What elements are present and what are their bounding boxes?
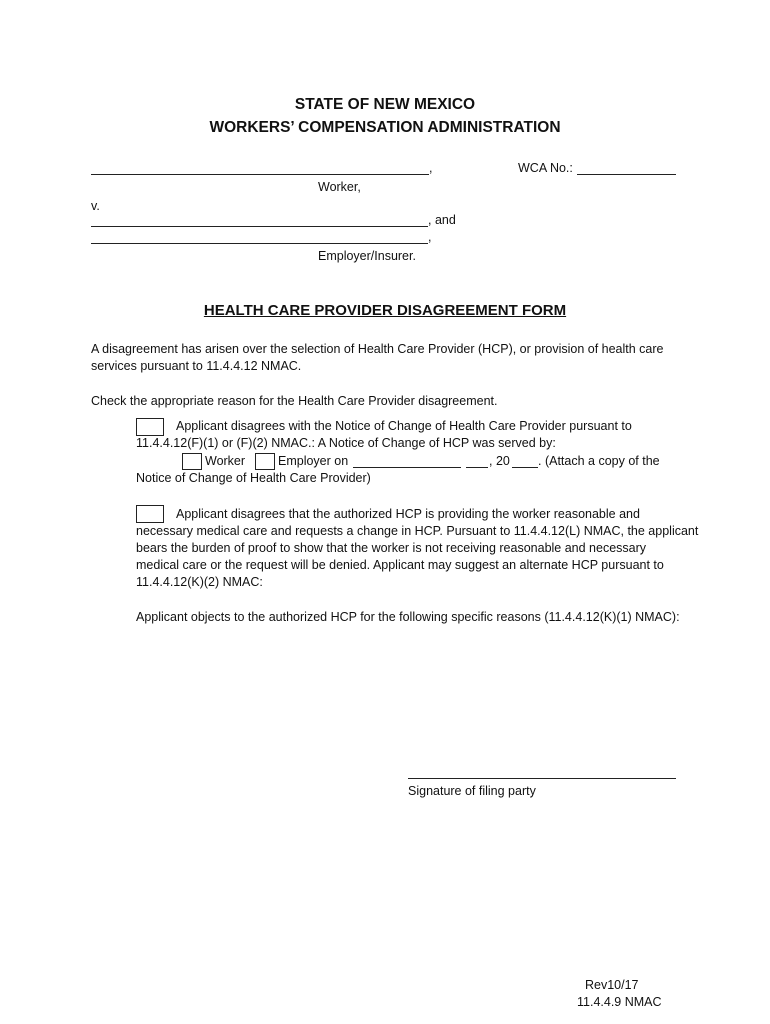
option-1-line-4: Notice of Change of Health Care Provider) [136, 471, 371, 485]
option-1-line-2: 11.4.4.12(F)(1) or (F)(2) NMAC.: A Notice of Change of HCP was served by: [136, 436, 556, 450]
signature-label: Signature of filing party [408, 784, 536, 798]
year-prefix: , 20 [489, 454, 510, 468]
served-by-employer-checkbox[interactable] [255, 453, 275, 470]
worker-label: Worker, [318, 180, 361, 194]
served-by-worker-label: Worker [205, 454, 246, 468]
intro-line-1: A disagreement has arisen over the selection of Health Care Provider (HCP), or provision of health care [91, 342, 664, 356]
option-2-line-5: 11.4.4.12(K)(2) NMAC: [136, 575, 263, 589]
signature-line[interactable] [408, 778, 676, 779]
served-year-line[interactable] [512, 467, 538, 468]
state-heading: STATE OF NEW MEXICO [294, 96, 476, 113]
option-1-checkbox[interactable] [136, 418, 164, 436]
option-1-line-1: Applicant disagrees with the Notice of Change of Health Care Provider pursuant to [176, 419, 632, 433]
agency-heading: WORKERS’ COMPENSATION ADMINISTRATION [209, 119, 561, 136]
option-2-line-2: necessary medical care and requests a change in HCP. Pursuant to 11.4.4.12(L) NMAC, the applicant [136, 524, 699, 538]
form-title: HEALTH CARE PROVIDER DISAGREEMENT FORM [203, 302, 567, 319]
worker-comma: , [429, 161, 433, 175]
worker-name-line[interactable] [91, 174, 429, 175]
employer-insurer-label: Employer/Insurer. [318, 249, 416, 263]
intro-line-2: services pursuant to 11.4.4.12 NMAC. [91, 359, 302, 373]
attach-copy-text: . (Attach a copy of the [538, 454, 660, 468]
wca-number-line[interactable] [577, 174, 676, 175]
employer-comma: , [428, 230, 432, 244]
option-2-checkbox[interactable] [136, 505, 164, 523]
option-2-line-3: bears the burden of proof to show that the worker is not receiving reasonable and necessary [136, 541, 647, 555]
versus-text: v. [91, 199, 100, 213]
served-by-worker-checkbox[interactable] [182, 453, 202, 470]
option-2-line-1: Applicant disagrees that the authorized HCP is providing the worker reasonable and [176, 507, 640, 521]
insurer-name-line[interactable] [91, 243, 428, 244]
instruction-text: Check the appropriate reason for the Health Care Provider disagreement. [91, 394, 498, 408]
employer-name-line[interactable] [91, 226, 428, 227]
served-by-employer-label: Employer on [278, 454, 349, 468]
served-day-line[interactable] [466, 467, 488, 468]
served-date-line[interactable] [353, 467, 461, 468]
objection-text: Applicant objects to the authorized HCP for the following specific reasons (11.4.4.12(K)(1) NMAC): [136, 610, 680, 624]
reasons-area[interactable] [136, 630, 696, 760]
option-2-line-4: medical care or the request will be denied. Applicant may suggest an alternate HCP pursuant to [136, 558, 664, 572]
wca-label: WCA No.: [518, 161, 573, 175]
rule-reference: 11.4.4.9 NMAC [577, 995, 662, 1009]
and-text: , and [428, 213, 456, 227]
revision-label: Rev10/17 [585, 978, 639, 992]
